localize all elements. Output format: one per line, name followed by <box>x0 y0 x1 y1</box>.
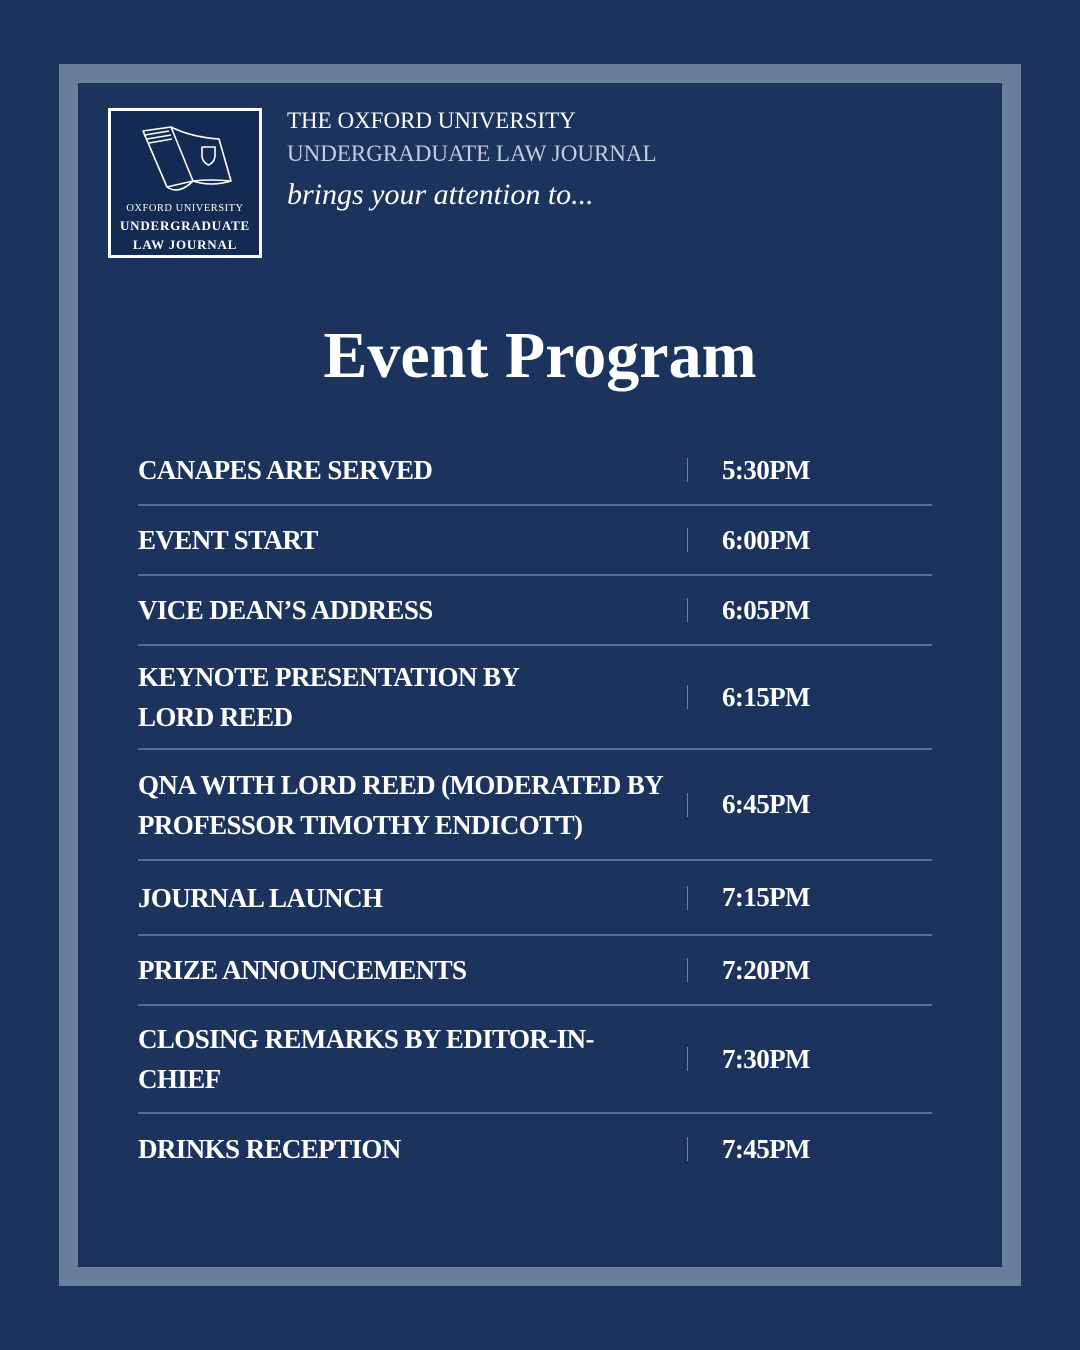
program-row <box>138 576 932 646</box>
row-divider <box>687 886 688 910</box>
journal-logo <box>108 108 262 258</box>
header-tagline: brings your attention to... <box>287 178 594 211</box>
program-row <box>138 646 932 750</box>
program-time: 6:15PM <box>722 681 810 712</box>
row-divider <box>687 598 688 622</box>
row-divider <box>687 458 688 482</box>
program-table <box>138 436 932 1184</box>
row-divider <box>687 958 688 982</box>
row-divider <box>687 793 688 817</box>
row-divider <box>687 1047 688 1071</box>
row-divider <box>687 1137 688 1161</box>
program-activity: JOURNAL LAUNCH <box>138 882 383 913</box>
program-activity: DRINKS RECEPTION <box>138 1134 401 1164</box>
program-activity: KEYNOTE PRESENTATION BY LORD REED <box>138 662 519 732</box>
program-row <box>138 936 932 1006</box>
page-title: Event Program <box>323 319 757 392</box>
program-row <box>138 506 932 576</box>
header-line-1: THE OXFORD UNIVERSITY <box>287 108 576 133</box>
program-time: 6:05PM <box>722 594 810 625</box>
program-activity: QNA WITH LORD REED (MODERATED BY PROFESSOR TIMOTHY ENDICOTT) <box>138 769 663 840</box>
program-time: 7:45PM <box>722 1133 810 1164</box>
program-time: 6:45PM <box>722 789 810 819</box>
program-row <box>138 1006 932 1114</box>
program-row <box>138 861 932 936</box>
program-row <box>138 1114 932 1184</box>
logo-text-oxford: OXFORD UNIVERSITY <box>126 203 244 214</box>
program-activity: CANAPES ARE SERVED <box>138 455 433 485</box>
logo-text-undergraduate: UNDERGRADUATE <box>119 218 251 233</box>
program-activity: PRIZE ANNOUNCEMENTS <box>138 955 467 985</box>
row-divider <box>687 528 688 552</box>
program-row <box>138 436 932 506</box>
row-divider <box>687 685 688 709</box>
program-row <box>138 750 932 861</box>
logo-text-law-journal: LAW JOURNAL <box>132 237 238 252</box>
program-activity: EVENT START <box>138 525 318 555</box>
program-time: 7:15PM <box>722 882 810 912</box>
program-time: 7:20PM <box>722 954 810 985</box>
program-activity: CLOSING REMARKS BY EDITOR-IN-CHIEF <box>138 1024 594 1094</box>
program-time: 6:00PM <box>722 524 810 555</box>
program-time: 7:30PM <box>722 1043 810 1074</box>
program-activity: VICE DEAN’S ADDRESS <box>138 595 433 625</box>
header-line-2: UNDERGRADUATE LAW JOURNAL <box>287 141 657 166</box>
open-book-icon <box>131 117 241 201</box>
program-time: 5:30PM <box>722 454 810 485</box>
